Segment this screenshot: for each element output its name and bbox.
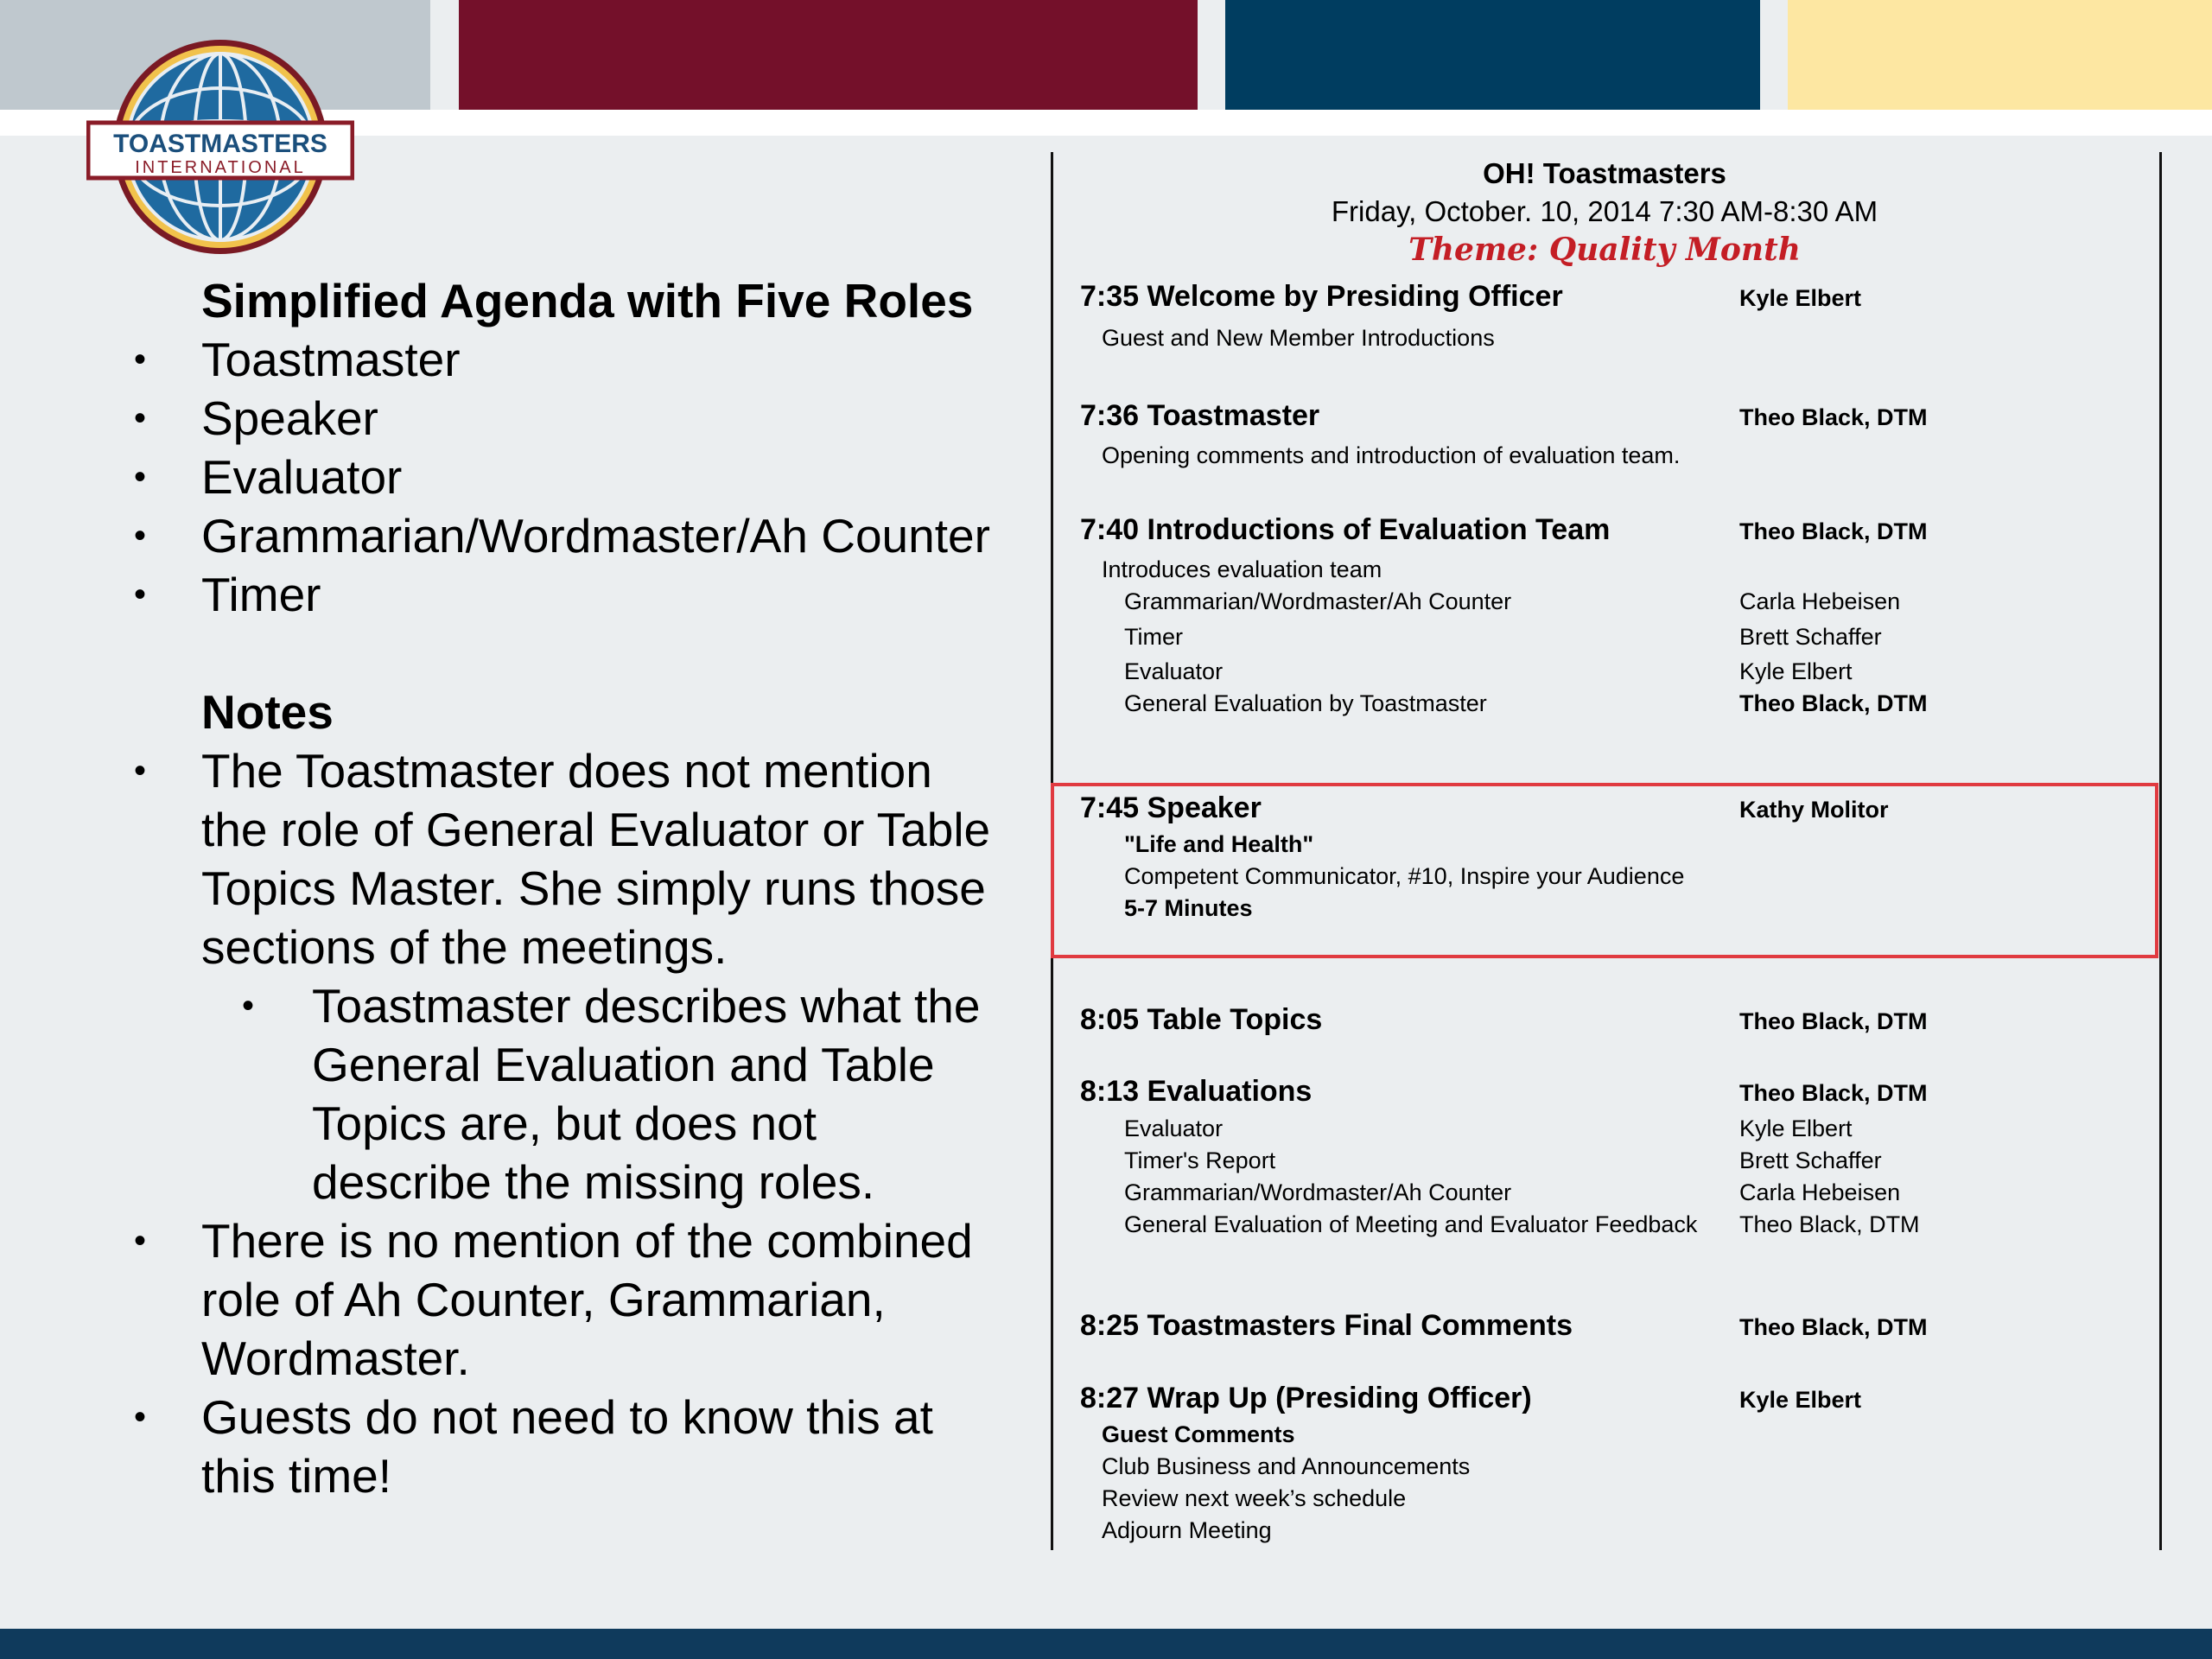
agenda-role-person: Carla Hebeisen — [1739, 1179, 1901, 1205]
agenda-item-person: Kathy Molitor — [1739, 797, 1889, 823]
agenda-item-title: 7:35 Welcome by Presiding Officer — [1080, 280, 1563, 313]
note-line: Guests do not need to know this at — [201, 1390, 933, 1444]
notes-heading: Notes — [201, 685, 334, 739]
agenda-role-person: Kyle Elbert — [1739, 1116, 1853, 1141]
agenda-role-person: Kyle Elbert — [1739, 658, 1853, 684]
list-item: Grammarian/Wordmaster/Ah Counter — [201, 509, 990, 563]
bullet: • — [134, 575, 147, 613]
bullet: • — [134, 399, 147, 437]
agenda-role: Grammarian/Wordmaster/Ah Counter — [1124, 1179, 1512, 1205]
agenda-role-person: Brett Schaffer — [1739, 624, 1882, 650]
agenda-item-title: 7:45 Speaker — [1080, 791, 1262, 824]
speech-duration: 5-7 Minutes — [1124, 895, 1253, 921]
wrap-item: Club Business and Announcements — [1102, 1453, 1471, 1479]
agenda-role: Grammarian/Wordmaster/Ah Counter — [1124, 588, 1512, 614]
wrap-item: Review next week’s schedule — [1102, 1485, 1407, 1511]
top-bar-maroon — [459, 0, 1198, 110]
agenda-item-title: 8:05 Table Topics — [1080, 1003, 1323, 1036]
meeting-date: Friday, October. 10, 2014 7:30 AM-8:30 AM — [1331, 195, 1878, 227]
list-item: Evaluator — [201, 450, 403, 504]
logo-text-sub: INTERNATIONAL — [135, 158, 306, 177]
note-line: The Toastmaster does not mention — [201, 744, 932, 798]
agenda-role-person: Theo Black, DTM — [1739, 690, 1928, 716]
note-line: role of Ah Counter, Grammarian, — [201, 1273, 886, 1326]
agenda-item-desc: Opening comments and introduction of evaluation team. — [1102, 442, 1681, 468]
agenda-item-person: Theo Black, DTM — [1739, 518, 1928, 544]
agenda-role: General Evaluation by Toastmaster — [1124, 690, 1487, 716]
list-item: Toastmaster — [201, 333, 461, 386]
note-line: Topics Master. She simply runs those — [201, 861, 986, 915]
agenda-item-title: 8:13 Evaluations — [1080, 1075, 1313, 1108]
sub-note-line: Topics are, but does not — [312, 1096, 817, 1150]
globe-logo-icon — [86, 38, 354, 259]
agenda-role-person: Carla Hebeisen — [1739, 588, 1901, 614]
top-bar-cream — [1788, 0, 2212, 110]
agenda-role: Evaluator — [1124, 658, 1224, 684]
agenda-item-desc: Guest and New Member Introductions — [1102, 325, 1495, 351]
toastmasters-logo — [86, 38, 354, 259]
sub-note-line: General Evaluation and Table — [312, 1038, 935, 1091]
meeting-theme: Theme: Quality Month — [1408, 232, 1801, 268]
agenda-item-person: Theo Black, DTM — [1739, 1008, 1928, 1034]
agenda-role: Timer — [1124, 624, 1183, 650]
bullet: • — [134, 1222, 147, 1260]
club-name: OH! Toastmasters — [1483, 157, 1726, 189]
agenda-item-person: Theo Black, DTM — [1739, 1080, 1928, 1106]
agenda-item-person: Kyle Elbert — [1739, 285, 1862, 311]
note-line: Wordmaster. — [201, 1332, 470, 1385]
bullet: • — [134, 1398, 147, 1436]
speech-title: "Life and Health" — [1124, 831, 1314, 857]
note-line: sections of the meetings. — [201, 920, 728, 974]
top-bar-navy — [1225, 0, 1760, 110]
agenda-role-person: Theo Black, DTM — [1739, 1211, 1920, 1237]
agenda-role-person: Brett Schaffer — [1739, 1147, 1882, 1173]
bullet: • — [134, 517, 147, 555]
agenda-heading: Simplified Agenda with Five Roles — [201, 274, 974, 327]
sub-bullet: • — [242, 987, 255, 1025]
bottom-bar — [0, 1629, 2212, 1659]
logo-text-main: TOASTMASTERS — [113, 130, 327, 158]
sub-note-line: Toastmaster describes what the — [312, 979, 981, 1033]
agenda-item-desc: Introduces evaluation team — [1102, 556, 1382, 582]
sub-note-line: describe the missing roles. — [312, 1155, 875, 1209]
agenda-item-person: Theo Black, DTM — [1739, 1314, 1928, 1340]
agenda-item-title: 8:27 Wrap Up (Presiding Officer) — [1080, 1382, 1532, 1414]
agenda-item-person: Kyle Elbert — [1739, 1387, 1862, 1413]
bullet: • — [134, 340, 147, 378]
list-item: Speaker — [201, 391, 378, 445]
agenda-role: General Evaluation of Meeting and Evaluator Feedback — [1124, 1211, 1698, 1237]
agenda-role: Timer's Report — [1124, 1147, 1276, 1173]
speech-project: Competent Communicator, #10, Inspire your Audience — [1124, 863, 1685, 889]
note-line: There is no mention of the combined — [201, 1214, 973, 1268]
bullet: • — [134, 458, 147, 496]
agenda-item-title: 7:36 Toastmaster — [1080, 399, 1320, 432]
note-line: this time! — [201, 1449, 392, 1503]
wrap-item: Adjourn Meeting — [1102, 1517, 1272, 1543]
list-item: Timer — [201, 568, 321, 621]
agenda-item-person: Theo Black, DTM — [1739, 404, 1928, 430]
agenda-item-title: 8:25 Toastmasters Final Comments — [1080, 1309, 1573, 1342]
bullet: • — [134, 752, 147, 790]
note-line: the role of General Evaluator or Table — [201, 803, 991, 856]
guest-comments: Guest Comments — [1102, 1421, 1295, 1447]
agenda-item-title: 7:40 Introductions of Evaluation Team — [1080, 513, 1611, 546]
agenda-role: Evaluator — [1124, 1116, 1224, 1141]
